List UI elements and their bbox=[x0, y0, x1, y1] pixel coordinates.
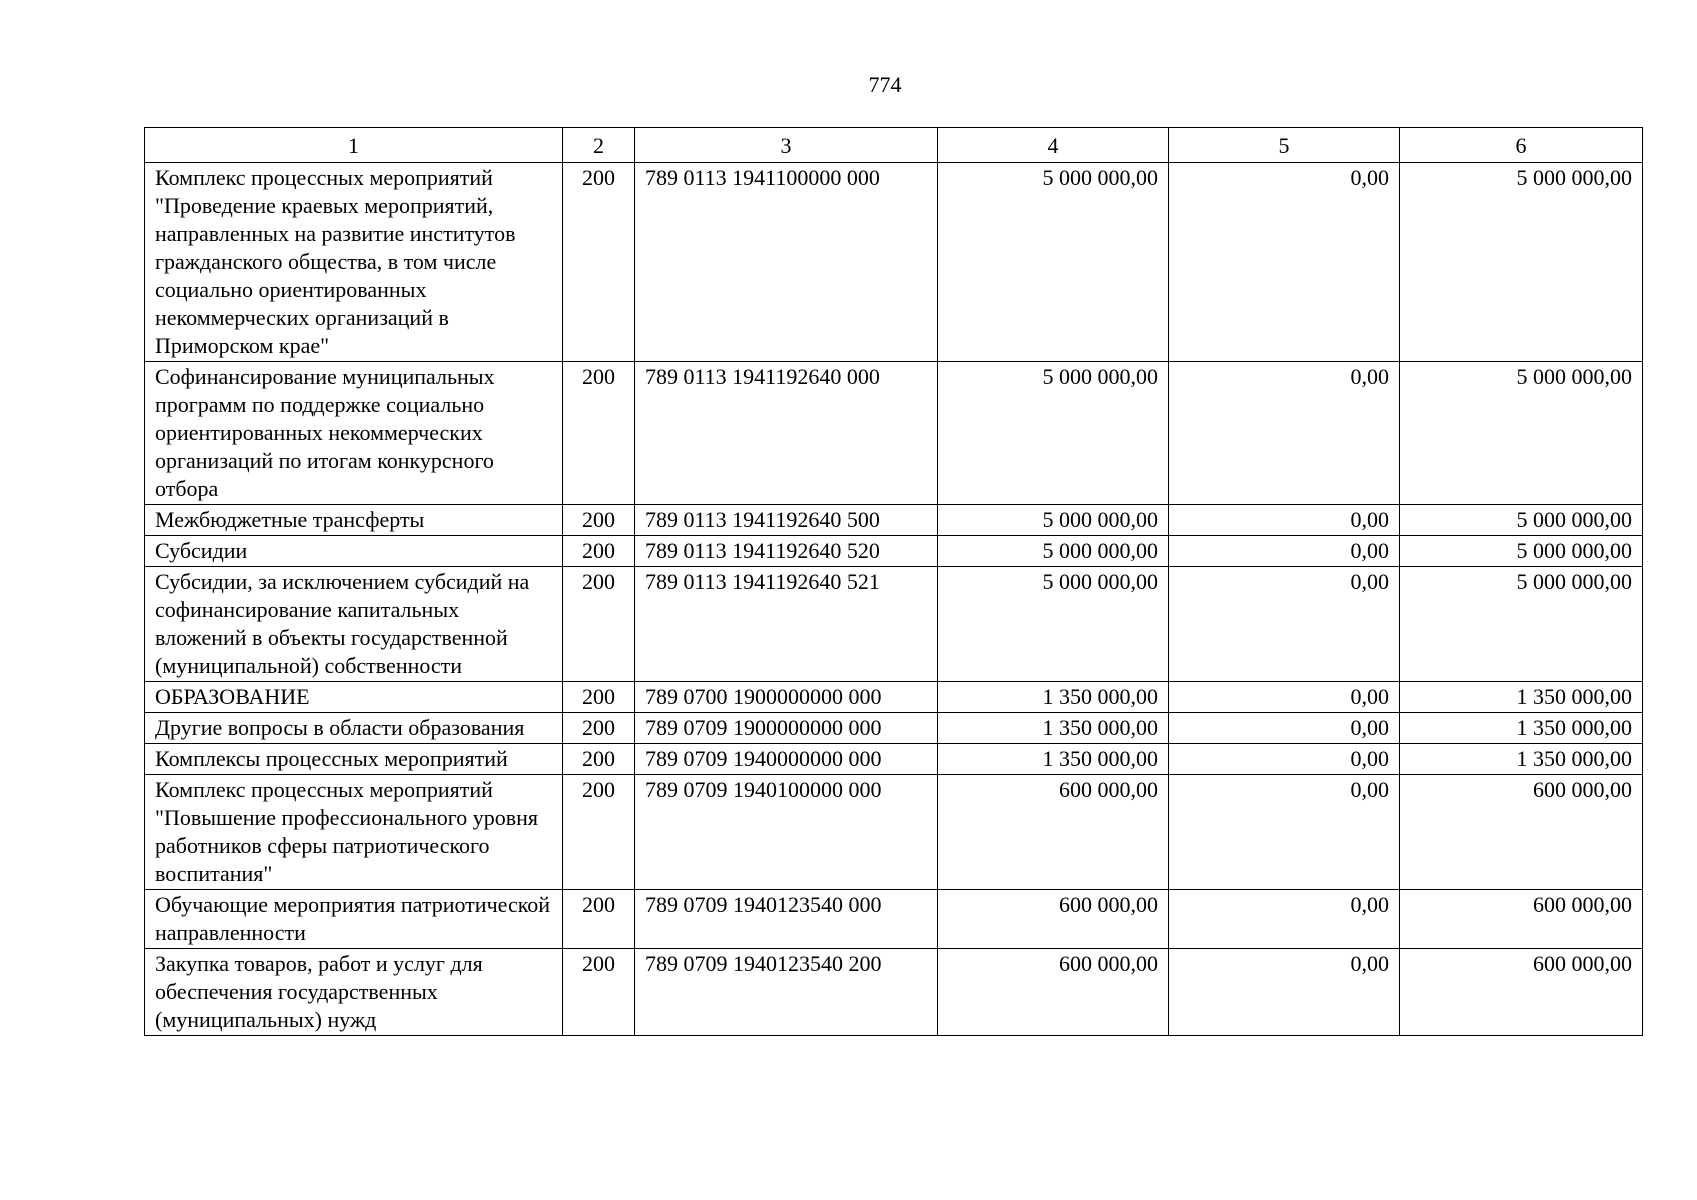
table-row bbox=[145, 890, 1643, 949]
row-amount-col5: 0,00 bbox=[1169, 536, 1400, 567]
row-code: 200 bbox=[563, 682, 635, 713]
row-name: Обучающие мероприятия патриотической направленности bbox=[145, 890, 563, 949]
budget-table bbox=[144, 127, 1643, 1036]
row-code: 200 bbox=[563, 567, 635, 682]
row-name: Другие вопросы в области образования bbox=[145, 713, 563, 744]
table-row bbox=[145, 163, 1643, 362]
row-classification: 789 0113 1941192640 000 bbox=[635, 362, 938, 505]
row-amount-col4: 1 350 000,00 bbox=[938, 744, 1169, 775]
row-name: Комплексы процессных мероприятий bbox=[145, 744, 563, 775]
table-row bbox=[145, 362, 1643, 505]
row-classification: 789 0709 1940100000 000 bbox=[635, 775, 938, 890]
table-row bbox=[145, 713, 1643, 744]
row-name: Субсидии bbox=[145, 536, 563, 567]
row-classification: 789 0709 1940000000 000 bbox=[635, 744, 938, 775]
row-amount-col4: 5 000 000,00 bbox=[938, 567, 1169, 682]
row-name: Комплекс процессных мероприятий "Повышение профессионального уровня работников сферы патриотического воспитания" bbox=[145, 775, 563, 890]
row-amount-col4: 5 000 000,00 bbox=[938, 362, 1169, 505]
row-amount-col6: 600 000,00 bbox=[1400, 949, 1643, 1036]
row-amount-col6: 5 000 000,00 bbox=[1400, 362, 1643, 505]
column-header: 2 bbox=[563, 128, 635, 163]
row-classification: 789 0709 1900000000 000 bbox=[635, 713, 938, 744]
table-row bbox=[145, 567, 1643, 682]
row-amount-col6: 1 350 000,00 bbox=[1400, 713, 1643, 744]
row-amount-col5: 0,00 bbox=[1169, 567, 1400, 682]
row-name: Субсидии, за исключением субсидий на софинансирование капитальных вложений в объекты государственной (муниципальной) собственности bbox=[145, 567, 563, 682]
row-classification: 789 0113 1941192640 521 bbox=[635, 567, 938, 682]
row-amount-col6: 600 000,00 bbox=[1400, 775, 1643, 890]
row-name: Закупка товаров, работ и услуг для обеспечения государственных (муниципальных) нужд bbox=[145, 949, 563, 1036]
row-amount-col6: 600 000,00 bbox=[1400, 890, 1643, 949]
row-amount-col6: 5 000 000,00 bbox=[1400, 163, 1643, 362]
row-amount-col6: 5 000 000,00 bbox=[1400, 505, 1643, 536]
row-amount-col5: 0,00 bbox=[1169, 505, 1400, 536]
row-code: 200 bbox=[563, 362, 635, 505]
row-classification: 789 0709 1940123540 000 bbox=[635, 890, 938, 949]
row-amount-col6: 1 350 000,00 bbox=[1400, 682, 1643, 713]
row-amount-col6: 1 350 000,00 bbox=[1400, 744, 1643, 775]
row-amount-col4: 1 350 000,00 bbox=[938, 713, 1169, 744]
page-number: 774 bbox=[868, 72, 902, 97]
row-amount-col4: 600 000,00 bbox=[938, 775, 1169, 890]
row-code: 200 bbox=[563, 775, 635, 890]
row-amount-col4: 600 000,00 bbox=[938, 949, 1169, 1036]
row-name: Межбюджетные трансферты bbox=[145, 505, 563, 536]
row-name: ОБРАЗОВАНИЕ bbox=[145, 682, 563, 713]
row-amount-col5: 0,00 bbox=[1169, 682, 1400, 713]
header-row bbox=[145, 128, 1643, 163]
row-amount-col5: 0,00 bbox=[1169, 163, 1400, 362]
table-row bbox=[145, 682, 1643, 713]
row-amount-col5: 0,00 bbox=[1169, 949, 1400, 1036]
column-header: 4 bbox=[938, 128, 1169, 163]
table-row bbox=[145, 949, 1643, 1036]
table-row bbox=[145, 744, 1643, 775]
row-amount-col4: 1 350 000,00 bbox=[938, 682, 1169, 713]
row-code: 200 bbox=[563, 536, 635, 567]
row-amount-col5: 0,00 bbox=[1169, 890, 1400, 949]
row-name: Софинансирование муниципальных программ по поддержке социально ориентированных некоммерческих организаций по итогам конкурсного отбора bbox=[145, 362, 563, 505]
row-classification: 789 0709 1940123540 200 bbox=[635, 949, 938, 1036]
row-code: 200 bbox=[563, 505, 635, 536]
table-row bbox=[145, 505, 1643, 536]
row-amount-col5: 0,00 bbox=[1169, 362, 1400, 505]
row-amount-col5: 0,00 bbox=[1169, 775, 1400, 890]
row-classification: 789 0113 1941192640 520 bbox=[635, 536, 938, 567]
row-classification: 789 0700 1900000000 000 bbox=[635, 682, 938, 713]
row-classification: 789 0113 1941192640 500 bbox=[635, 505, 938, 536]
row-name: Комплекс процессных мероприятий "Проведение краевых мероприятий, направленных на развитие институтов гражданского общества, в том числе социально ориентированных некоммерческих организаций в Приморском крае" bbox=[145, 163, 563, 362]
table-body bbox=[145, 163, 1643, 1036]
row-code: 200 bbox=[563, 890, 635, 949]
row-amount-col4: 600 000,00 bbox=[938, 890, 1169, 949]
row-amount-col4: 5 000 000,00 bbox=[938, 163, 1169, 362]
row-amount-col5: 0,00 bbox=[1169, 744, 1400, 775]
table-row bbox=[145, 775, 1643, 890]
row-amount-col6: 5 000 000,00 bbox=[1400, 536, 1643, 567]
row-amount-col4: 5 000 000,00 bbox=[938, 536, 1169, 567]
column-header: 6 bbox=[1400, 128, 1643, 163]
row-classification: 789 0113 1941100000 000 bbox=[635, 163, 938, 362]
row-code: 200 bbox=[563, 163, 635, 362]
row-amount-col5: 0,00 bbox=[1169, 713, 1400, 744]
column-header: 3 bbox=[635, 128, 938, 163]
row-code: 200 bbox=[563, 949, 635, 1036]
column-header: 1 bbox=[145, 128, 563, 163]
row-code: 200 bbox=[563, 744, 635, 775]
table-header bbox=[145, 128, 1643, 163]
column-header: 5 bbox=[1169, 128, 1400, 163]
table-row bbox=[145, 536, 1643, 567]
row-amount-col6: 5 000 000,00 bbox=[1400, 567, 1643, 682]
row-amount-col4: 5 000 000,00 bbox=[938, 505, 1169, 536]
row-code: 200 bbox=[563, 713, 635, 744]
